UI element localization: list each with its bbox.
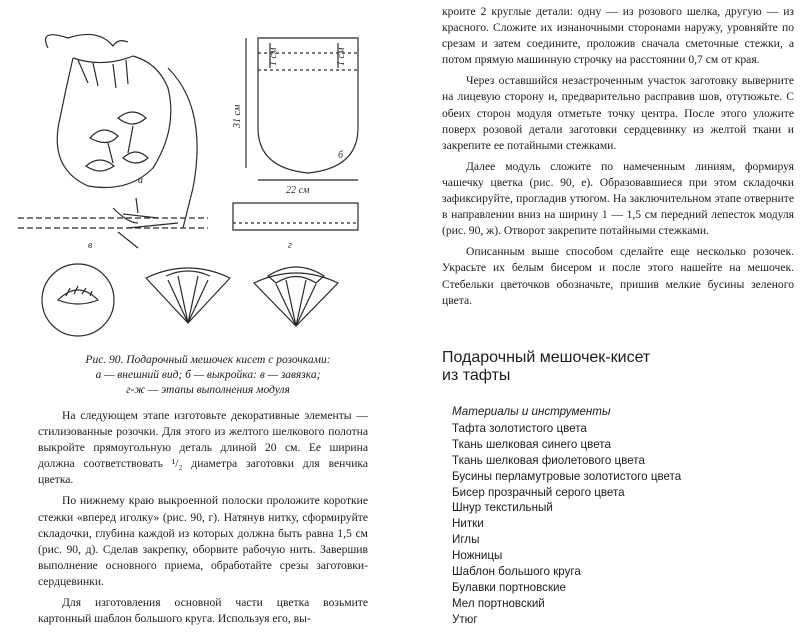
figure-label-b: б xyxy=(338,150,344,161)
list-item: Ножницы xyxy=(452,549,503,563)
list-item: Мел портновский xyxy=(452,596,545,610)
caption-line-3: г-ж — этапы выполнения модуля xyxy=(126,384,290,396)
materials-items xyxy=(452,421,681,628)
module-fan-sketch xyxy=(146,268,230,323)
paragraph: Через оставшийся незастроченным участок заготовку выверните на лицевую сторону и, предварительно расправив шов, отутюжьте. С обеих сторон модуля отметьте точку центра. После этого уложите поверх розовой детали заготовки сердцевинку из желтой ткани и закрепите ее потайными стежками. xyxy=(442,74,794,152)
heading-line-2: из тафты xyxy=(442,367,511,384)
paragraph: Далее модуль сложите по намеченным линиям, формируя чашечку цветка (рис. 90, е). Образовавшиеся при этом складочки зафиксируйте, прогладив утюгом. На заключительном этапе отверните в направлении вниз на ширину 1 — 1,5 см передний лепесток модуля (рис. 90, ж). Отворот закрепите потайными стежками. xyxy=(442,159,794,238)
strip-sketch xyxy=(233,203,358,230)
list-item: Булавки портновские xyxy=(452,580,566,594)
list-item: Иглы xyxy=(452,533,480,547)
list-item: Бисер прозрачный серого цвета xyxy=(452,485,625,499)
list-item: Ткань шелковая фиолетового цвета xyxy=(452,453,645,467)
list-item: Ткань шелковая синего цвета xyxy=(452,437,611,451)
section-heading xyxy=(442,349,650,385)
caption-line-2: а — внешний вид; б — выкройка: в — завязка; xyxy=(95,369,321,381)
left-body-text xyxy=(38,408,368,632)
figure-caption xyxy=(58,353,358,398)
bag-sketch xyxy=(46,34,198,228)
dim-width: 22 см xyxy=(286,185,310,196)
dim-1cm-b: 1 см xyxy=(336,47,347,66)
tie-sketch xyxy=(18,198,208,248)
dim-height: 31 см xyxy=(232,104,243,128)
materials-list xyxy=(452,404,681,628)
caption-line-1: Рис. 90. Подарочный мешочек кисет с розочками: xyxy=(85,354,331,366)
list-item: Шнур текстильный xyxy=(452,501,553,515)
module-folded-sketch xyxy=(254,267,338,326)
list-item: Шаблон большого круга xyxy=(452,565,581,579)
figure-90-illustration xyxy=(18,8,388,348)
paragraph: На следующем этапе изготовьте декоративные элементы — стилизованные розочки. Для этого из желтого шелкового полотна выкройте прямоугольную деталь длиной 20 см. Ее ширина должна соответствовать ¹/₂ диаметра заготовки для венчика цветка. xyxy=(38,409,368,487)
list-item: Нитки xyxy=(452,517,484,531)
list-item: Утюг xyxy=(452,612,478,626)
paragraph: Для изготовления основной части цветка возьмите картонный шаблон большого круга. Используя его, вы- xyxy=(38,596,368,626)
materials-title: Материалы и инструменты xyxy=(452,405,611,418)
heading-line-1: Подарочный мешочек-кисет xyxy=(442,349,651,366)
right-body-text xyxy=(442,4,794,314)
module-circle-sketch xyxy=(42,264,114,336)
dim-1cm-a: 1 см xyxy=(268,47,279,66)
paragraph: По нижнему краю выкроенной полоски проложите короткие стежки «вперед иголку» (рис. 90, г). Натянув нитку, сформируйте складочки, глубина каждой из которых должна быть равна 1,5 см (рис. 90, д). Сделав закрепку, оборвите рабочую нить. Завершив выполнение основного приема, обработайте срезы заготовки-сердцевинки. xyxy=(38,494,368,588)
figure-label-a: а xyxy=(138,175,143,186)
list-item: Бусины перламутровые золотистого цвета xyxy=(452,469,682,483)
figure-label-g: г xyxy=(288,240,292,251)
list-item: Тафта золотистого цвета xyxy=(452,421,587,435)
figure-label-v: в xyxy=(88,240,93,251)
right-page xyxy=(400,0,800,635)
paragraph: кроите 2 круглые детали: одну — из розового шелка, другую — из красного. Сложите их изнаночными сторонами наружу, уровняйте по срезам и затем соедините, проложив сначала сметочные стежки, а потом прямую машинную строчку на расстоянии 0,7 см от края. xyxy=(442,5,794,67)
paragraph: Описанным выше способом сделайте еще несколько розочек. Украсьте их белым бисером и после этого нашейте на мешочек. Стебельки цветочков обозначьте, пришив мелкие бусины зеленого цвета. xyxy=(442,245,794,307)
